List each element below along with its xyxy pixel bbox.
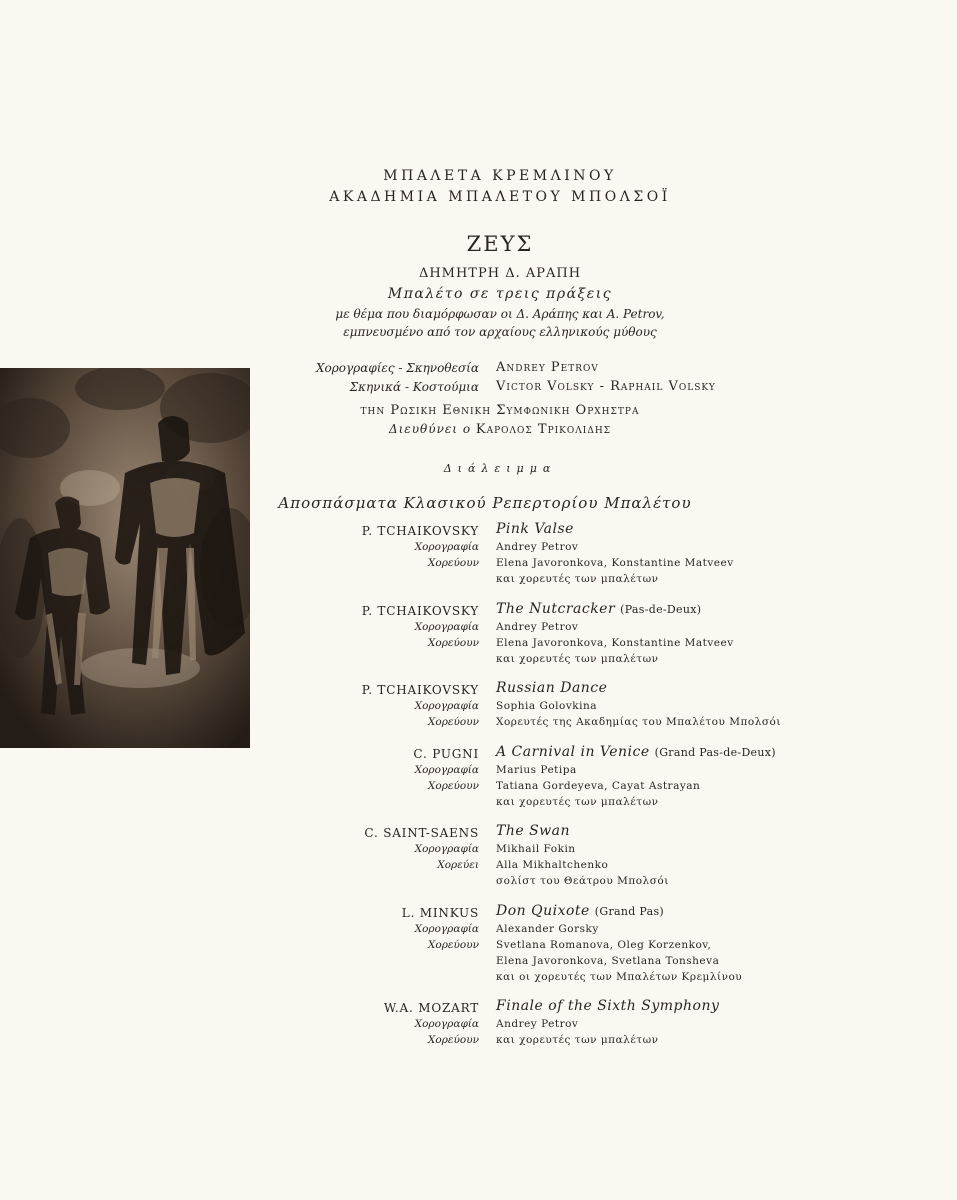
company-line-1: ΜΠΑΛΕΤΑ ΚΡΕΜΛΙΝΟΥ bbox=[383, 168, 617, 184]
piece-role-value: σολίστ του Θεάτρου Μπολσόι bbox=[496, 875, 669, 887]
piece-role-label: Χορογραφία bbox=[414, 700, 479, 712]
credit-name: Andrey Petrov bbox=[496, 360, 599, 375]
company-line-2: ΑΚΑΔΗΜΙΑ ΜΠΑΛΕΤΟΥ ΜΠΟΛΣΟΪ bbox=[329, 189, 671, 205]
piece-title-line bbox=[496, 601, 701, 617]
piece-role-label: Χορεύουν bbox=[427, 780, 479, 792]
piece-role-value: Χορευτές της Ακαδημίας του Μπαλέτου Μπολσόι bbox=[496, 716, 781, 728]
composer-name: C. PUGNI bbox=[413, 747, 479, 761]
conductor-label: Διευθύνει ο bbox=[388, 422, 472, 436]
piece-title: Finale of the Sixth Symphony bbox=[496, 998, 720, 1014]
composer-name: C. SAINT-SAENS bbox=[364, 826, 479, 840]
piece-role-value: Alla Mikhaltchenko bbox=[496, 859, 609, 871]
piece-role-value: και οι χορευτές των Μπαλέτων Κρεμλίνου bbox=[496, 971, 743, 983]
piece-role-value: Andrey Petrov bbox=[496, 621, 579, 633]
piece-title-line bbox=[496, 823, 570, 839]
piece-role-value: Elena Javoronkova, Konstantine Matveev bbox=[496, 557, 734, 569]
conductor-name: Καρολος Τρικολιδης bbox=[475, 422, 612, 437]
piece-role-label: Χορογραφία bbox=[414, 843, 479, 855]
piece-role-value: και χορευτές των μπαλέτων bbox=[496, 573, 659, 585]
piece-role-label: Χορεύουν bbox=[427, 1034, 479, 1046]
composer-name: L. MINKUS bbox=[401, 906, 479, 920]
piece-role-value: Andrey Petrov bbox=[496, 1018, 579, 1030]
piece-note: (Grand Pas-de-Deux) bbox=[654, 746, 776, 759]
piece-role-value: και χορευτές των μπαλέτων bbox=[496, 1034, 659, 1046]
piece-note: (Grand Pas) bbox=[594, 905, 665, 918]
piece-role-value: Elena Javoronkova, Konstantine Matveev bbox=[496, 637, 734, 649]
orchestra-line bbox=[300, 403, 700, 418]
piece-role-value: Marius Petipa bbox=[496, 764, 577, 776]
piece-title: Pink Valse bbox=[496, 521, 574, 537]
company-heading bbox=[300, 166, 700, 208]
description-line-1: με θέμα που διαμόρφωσαν οι Δ. Αράπης και Α. Petrov, bbox=[335, 307, 665, 321]
ballet-title: ΖΕΥΣ bbox=[466, 232, 534, 256]
piece-role-value: Andrey Petrov bbox=[496, 541, 579, 553]
repertoire-heading: Αποσπάσματα Κλασικού Ρεπερτορίου Μπαλέτου bbox=[278, 494, 692, 512]
piece-role-label: Χορογραφία bbox=[414, 1018, 479, 1030]
credit-role: Σκηνικά - Κοστούμια bbox=[349, 380, 479, 394]
piece-title: Don Quixote bbox=[496, 903, 590, 919]
piece-title: A Carnival in Venice bbox=[496, 744, 650, 760]
piece-role-label: Χορεύουν bbox=[427, 939, 479, 951]
piece-title-line bbox=[496, 903, 664, 919]
conductor-line bbox=[300, 422, 700, 437]
piece-role-label: Χορεύουν bbox=[427, 637, 479, 649]
piece-role-label: Χορεύει bbox=[437, 859, 479, 871]
piece-role-value: και χορευτές των μπαλέτων bbox=[496, 653, 659, 665]
piece-role-value: Elena Javoronkova, Svetlana Tonsheva bbox=[496, 955, 720, 967]
piece-title: The Swan bbox=[496, 823, 571, 839]
piece-title-line bbox=[496, 998, 719, 1014]
piece-title-line bbox=[496, 744, 776, 760]
piece-title-line bbox=[496, 680, 607, 696]
piece-role-label: Χορογραφία bbox=[414, 541, 479, 553]
piece-role-value: Alexander Gorsky bbox=[496, 923, 599, 935]
piece-role-label: Χορογραφία bbox=[414, 923, 479, 935]
piece-role-label: Χορεύουν bbox=[427, 716, 479, 728]
piece-role-label: Χορογραφία bbox=[414, 764, 479, 776]
warriors-illustration bbox=[0, 368, 250, 748]
credit-role: Χορογραφίες - Σκηνοθεσία bbox=[315, 361, 479, 375]
interval-label: Διάλειμμα bbox=[443, 462, 557, 475]
piece-note: (Pas-de-Deux) bbox=[620, 603, 702, 616]
illustration-svg bbox=[0, 368, 250, 748]
piece-role-value: Svetlana Romanova, Oleg Korzenkov, bbox=[496, 939, 712, 951]
piece-role-value: Sophia Golovkina bbox=[496, 700, 598, 712]
orchestra-name: την Ρωσικη Εθνικη Συμφωνικη Ορχηστρα bbox=[360, 403, 640, 418]
piece-role-label: Χορογραφία bbox=[414, 621, 479, 633]
composer-name: P. TCHAIKOVSKY bbox=[361, 524, 479, 538]
ballet-subtitle: Μπαλέτο σε τρεις πράξεις bbox=[387, 286, 613, 302]
piece-title: The Nutcracker bbox=[496, 601, 616, 617]
composer-name: P. TCHAIKOVSKY bbox=[361, 683, 479, 697]
credit-name: Victor Volsky - Raphail Volsky bbox=[496, 379, 716, 394]
piece-role-value: και χορευτές των μπαλέτων bbox=[496, 796, 659, 808]
piece-role-value: Tatiana Gordeyeva, Cayat Astrayan bbox=[496, 780, 701, 792]
description-line-2: εμπνευσμένο από τον αρχαίους ελληνικούς μύθους bbox=[343, 325, 657, 339]
piece-role-value: Mikhail Fokin bbox=[496, 843, 576, 855]
piece-title: Russian Dance bbox=[496, 680, 608, 696]
piece-title-line bbox=[496, 521, 574, 537]
piece-role-label: Χορεύουν bbox=[427, 557, 479, 569]
composer-name: W.A. MOZART bbox=[383, 1001, 479, 1015]
composer-name: P. TCHAIKOVSKY bbox=[361, 604, 479, 618]
ballet-author: ΔΗΜΗΤΡΗ Δ. ΑΡΑΠΗ bbox=[418, 266, 582, 281]
ballet-description bbox=[300, 305, 700, 341]
